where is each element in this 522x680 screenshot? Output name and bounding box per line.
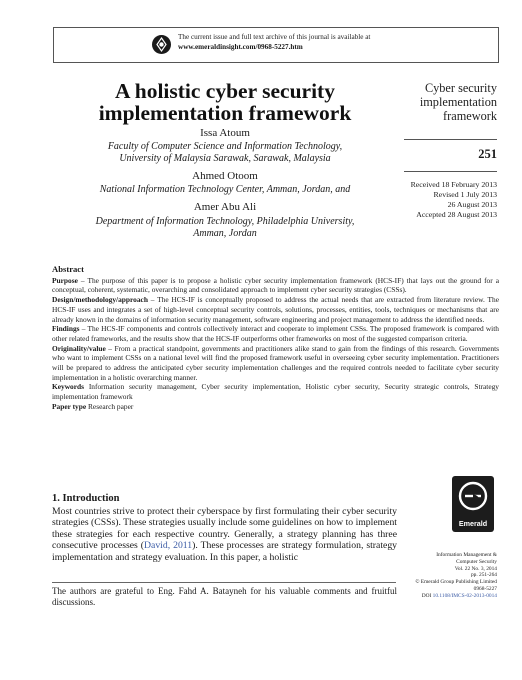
emerald-logo-label: Emerald bbox=[458, 519, 488, 528]
abstract bbox=[52, 265, 499, 412]
journal-info-line: Information Management & bbox=[436, 552, 497, 558]
section-text: Research paper bbox=[86, 401, 134, 411]
section-text: – The purpose of this paper is to propose a holistic cyber security implementation framework (HCS-IF) that lays out the ground for a conceptual, coherent, systematic, overarching and consolidated approach to implement cyber security strategies (CSSs). bbox=[52, 275, 499, 295]
section-label: Originality/value bbox=[52, 343, 106, 353]
paper-title bbox=[54, 80, 396, 124]
journal-info-line: 0968-5227 bbox=[473, 585, 497, 592]
author-affiliation bbox=[54, 184, 396, 196]
abstract-design bbox=[52, 295, 499, 324]
author-name: Amer Abu Ali bbox=[193, 201, 257, 213]
affiliation-line: Faculty of Computer Science and Information Technology, bbox=[107, 141, 343, 152]
introduction-paragraph bbox=[52, 506, 397, 563]
author-name: Issa Atoum bbox=[200, 127, 250, 139]
title-line-2: implementation framework bbox=[98, 101, 352, 125]
section-label: Design/methodology/approach bbox=[52, 295, 148, 305]
journal-info-line: pp. 251-264 bbox=[470, 572, 497, 579]
date-line: Received 18 February 2013 bbox=[410, 180, 497, 189]
title-line-1: A holistic cyber security bbox=[115, 79, 335, 103]
section-heading-introduction: 1. Introduction bbox=[52, 493, 120, 504]
acknowledgement-footnote: The authors are grateful to Eng. Fahd A. Batayneh for his valuable comments and fruitful discussions. bbox=[52, 586, 397, 607]
footnote-divider bbox=[52, 582, 396, 583]
affiliation-line: Amman, Jordan bbox=[193, 228, 257, 239]
affiliation-line: Department of Information Technology, Philadelphia University, bbox=[95, 216, 355, 227]
author-affiliation bbox=[54, 141, 396, 165]
section-label: Keywords bbox=[52, 382, 85, 392]
abstract-originality bbox=[52, 344, 499, 383]
intro-text: Most countries strive to protect their cyberspace by first formulating their cyber security strategies (CSSs). These strategies usually include some guidelines on how to implement these strategies for each respective country. Generally, a strategy planning has three consecutive processes ( bbox=[52, 506, 397, 552]
affiliation-line: University of Malaysia Sarawak, Sarawak, Malaysia bbox=[119, 153, 331, 164]
running-title bbox=[404, 81, 497, 123]
section-text: Information security management, Cyber security implementation, Holistic cyber security, Security strategic controls, Strategy implementation framework bbox=[52, 382, 499, 402]
author-affiliation bbox=[54, 216, 396, 240]
abstract-findings bbox=[52, 324, 499, 343]
author-name: Ahmed Otoom bbox=[192, 170, 258, 182]
margin-divider bbox=[404, 171, 497, 172]
section-label: Paper type bbox=[52, 401, 87, 411]
page-number: 251 bbox=[478, 147, 497, 161]
emerald-e-icon bbox=[452, 476, 494, 516]
running-title-line: implementation bbox=[419, 95, 497, 109]
archive-notice: The current issue and full text archive of this journal is available at bbox=[178, 33, 371, 41]
abstract-keywords bbox=[52, 382, 499, 401]
section-text: – The HCS-IF components and controls collectively interact and cooperate to implement CSSs. The proposed framework is compared with other related frameworks, and the results show that the HCS-IF outperforms other frameworks on most of the suggested comparison criteria. bbox=[52, 324, 499, 343]
submission-dates bbox=[396, 180, 497, 220]
section-label: Findings bbox=[52, 324, 80, 334]
citation-link[interactable]: David, 2011 bbox=[144, 540, 193, 552]
section-text: – From a practical standpoint, governments and practitioners alike stand to gain from the findings of this research. Governments who want to implement CSSs on a national level will find the proposed framework useful in overseeing cyber security implementation. Practitioners will be prepared to address the anticipated cyber security implementation challenges and the required controls needed to facilitate cyber security implementation in a holistic overarching manner. bbox=[52, 343, 499, 382]
date-line: Revised 1 July 2013 bbox=[433, 190, 497, 199]
doi-label: DOI bbox=[421, 592, 433, 599]
running-title-line: Cyber security bbox=[424, 81, 497, 95]
intro-text: ). These processes are strategy formulation, strategy implementation and strategy evaluation. In this paper, a holistic bbox=[52, 540, 398, 563]
doi-line bbox=[396, 593, 497, 600]
journal-url-link[interactable]: www.emeraldinsight.com/0968-5227.htm bbox=[178, 43, 303, 51]
date-line: 26 August 2013 bbox=[447, 200, 497, 209]
running-title-line: framework bbox=[443, 109, 497, 123]
doi-link[interactable]: 10.1108/IMCS-02-2013-0014 bbox=[432, 592, 497, 599]
section-label: Purpose bbox=[52, 275, 78, 285]
abstract-paper-type bbox=[52, 402, 499, 412]
journal-info-line: © Emerald Group Publishing Limited bbox=[415, 579, 497, 586]
journal-info-line: Vol. 22 No. 3, 2014 bbox=[454, 565, 497, 572]
emerald-insight-logo-icon bbox=[152, 35, 171, 54]
affiliation-line: National Information Technology Center, Amman, Jordan, and bbox=[99, 184, 351, 195]
date-line: Accepted 28 August 2013 bbox=[416, 210, 497, 219]
section-text: – The HCS-IF is conceptually proposed to address the actual needs that are extracted from literature review. The HCS-IF uses and integrates a set of high-level conceptual security controls, solutions, processes, entities, tools, techniques or mechanisms that are already known in the domains of information security management, software engineering and project management to address the identified needs. bbox=[52, 295, 499, 324]
journal-citation-info bbox=[396, 552, 497, 600]
journal-info-line: Computer Security bbox=[456, 558, 497, 565]
abstract-heading: Abstract bbox=[52, 264, 84, 274]
margin-divider bbox=[404, 139, 497, 140]
abstract-purpose bbox=[52, 276, 499, 295]
